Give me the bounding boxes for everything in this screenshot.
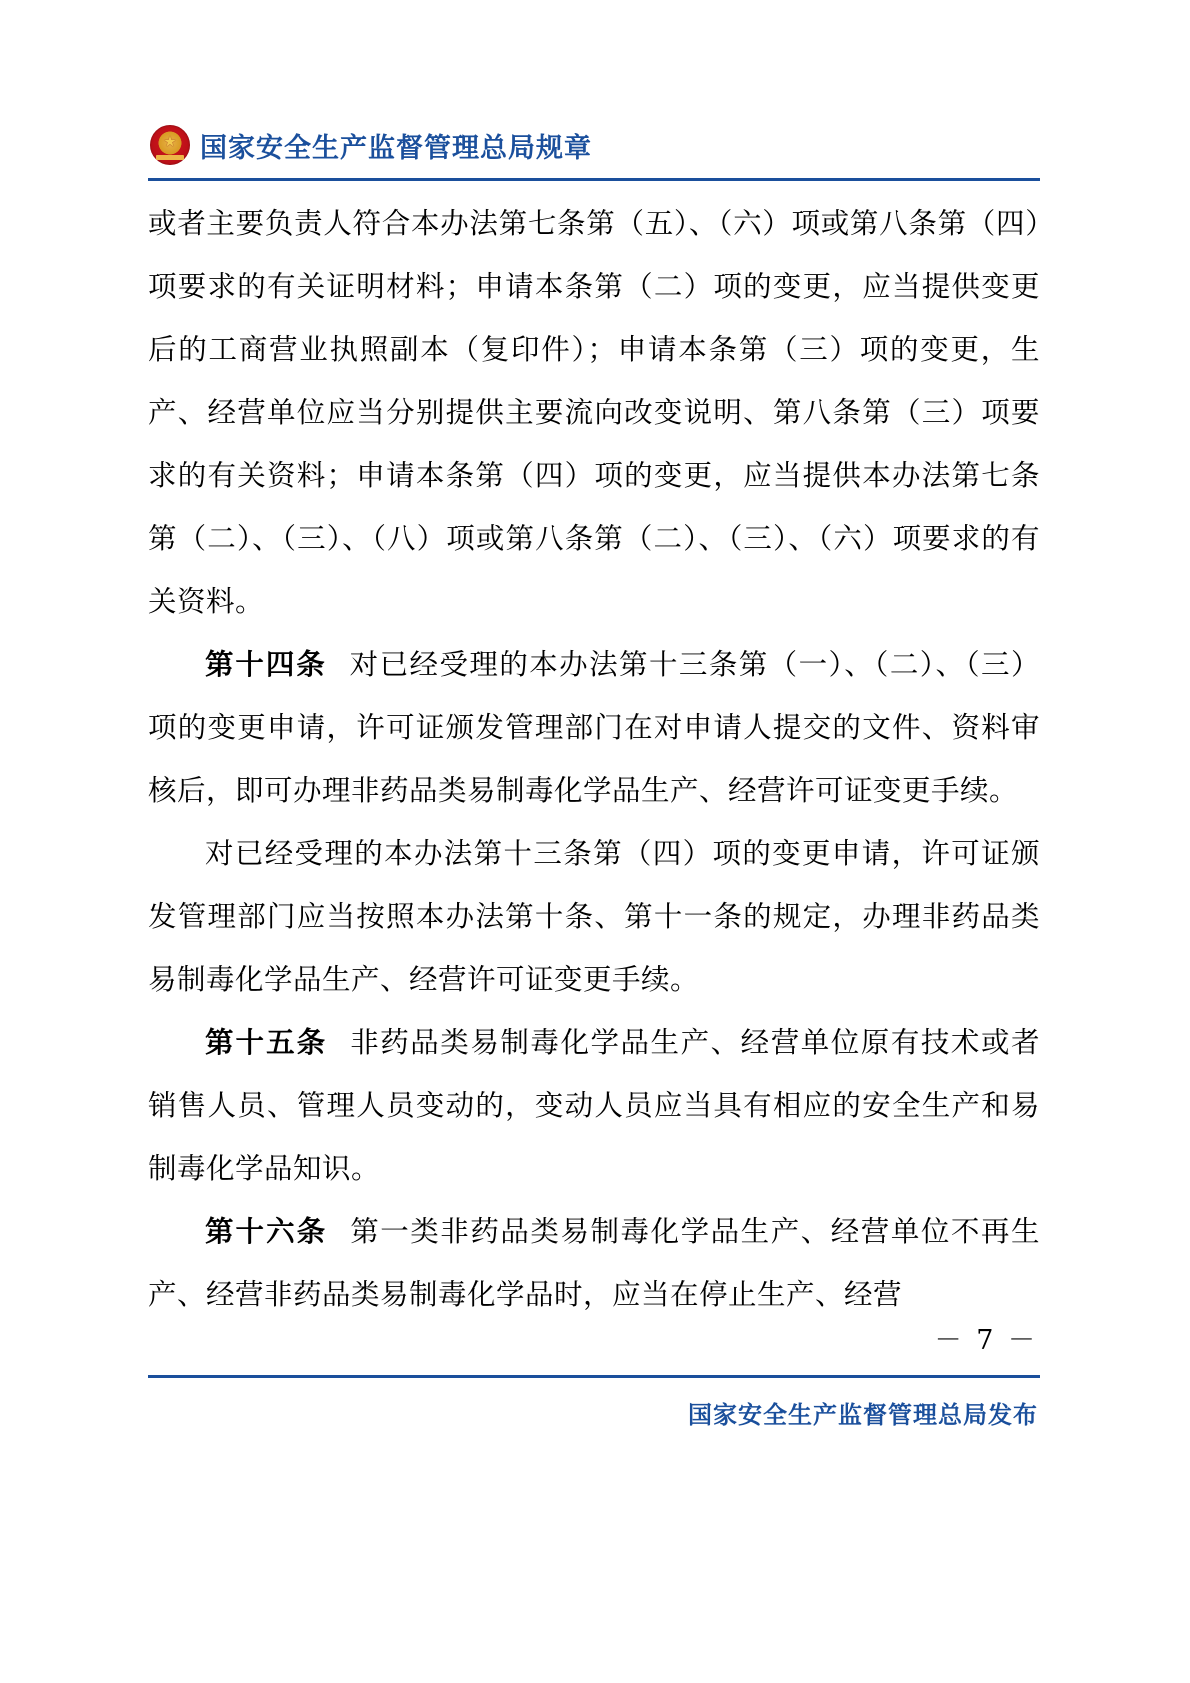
header-title: 国家安全生产监督管理总局规章 [200, 132, 592, 164]
article-fifteen-label: 第十五条 [205, 1026, 328, 1059]
article-fourteen [148, 633, 1040, 822]
header-divider [148, 178, 1040, 181]
article-sixteen-text: 第一类非药品类易制毒化学品生产、经营单位不再生产、经营非药品类易制毒化学品时，应当在停止生产、经营 [148, 1215, 1040, 1311]
article-fourteen-label: 第十四条 [205, 648, 327, 681]
national-emblem-icon [150, 125, 190, 165]
page-number: － 7 － [934, 1325, 1038, 1356]
article-sixteen [148, 1200, 1040, 1326]
document-body [148, 192, 1040, 1326]
article-fourteen-second-paragraph: 对已经受理的本办法第十三条第（四）项的变更申请，许可证颁发管理部门应当按照本办法第十条、第十一条的规定，办理非药品类易制毒化学品生产、经营许可证变更手续。 [148, 837, 1040, 996]
publisher-note: 国家安全生产监督管理总局发布 [688, 1401, 1038, 1429]
footer-divider [148, 1375, 1040, 1378]
document-header [150, 110, 1040, 180]
article-fourteen-text: 对已经受理的本办法第十三条第（一）、（二）、（三）项的变更申请，许可证颁发管理部门在对申请人提交的文件、资料审核后，即可办理非药品类易制毒化学品生产、经营许可证变更手续。 [148, 648, 1040, 807]
article-fifteen [148, 1011, 1040, 1200]
paragraph-continuation: 或者主要负责人符合本办法第七条第（五）、（六）项或第八条第（四）项要求的有关证明材料；申请本条第（二）项的变更，应当提供变更后的工商营业执照副本（复印件）；申请本条第（三）项的变更，生产、经营单位应当分别提供主要流向改变说明、第八条第（三）项要求的有关资料；申请本条第（四）项的变更，应当提供本办法第七条第（二）、（三）、（八）项或第八条第（二）、（三）、（六）项要求的有关资料。 [148, 207, 1040, 618]
article-sixteen-label: 第十六条 [205, 1215, 328, 1248]
article-fifteen-text: 非药品类易制毒化学品生产、经营单位原有技术或者销售人员、管理人员变动的，变动人员应当具有相应的安全生产和易制毒化学品知识。 [148, 1026, 1040, 1185]
